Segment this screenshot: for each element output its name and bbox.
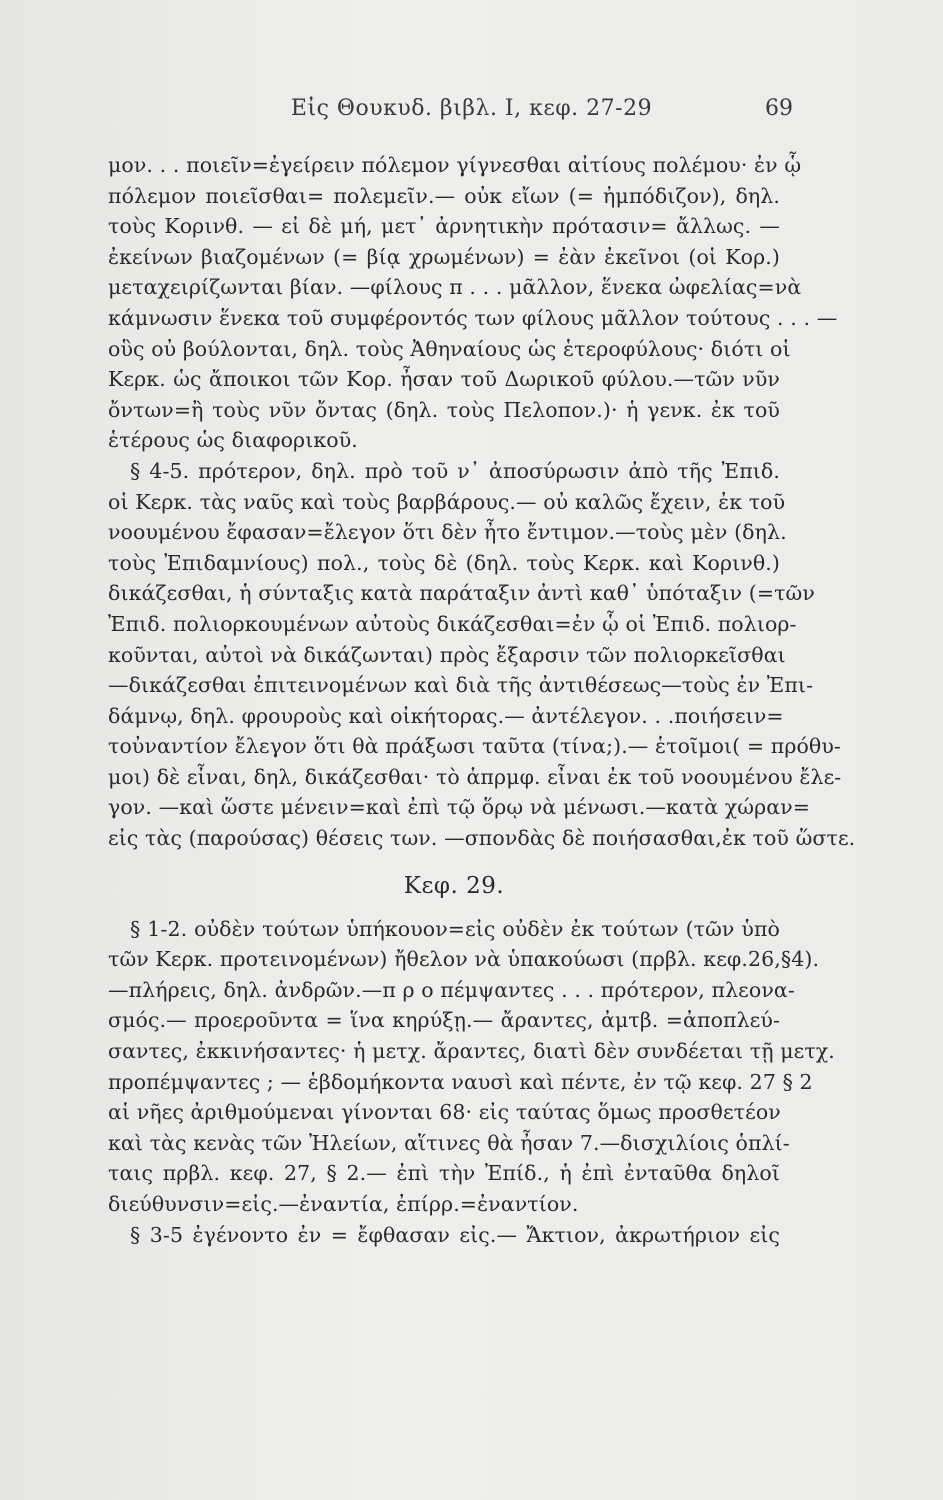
- text-line: κάμνωσιν ἕνεκα τοῦ συμφέροντός των φίλους μᾶλλον τούτους . . . —: [108, 305, 838, 330]
- text-line: σαντες, ἐκκινήσαντες· ἡ μετχ. ἄραντες, διατὶ δὲν συνδέεται τῇ μετχ.: [108, 1039, 835, 1064]
- text-line: μεταχειρίζωνται βίαν. —φίλους π . . . μᾶλλον, ἕνεκα ὠφελίας=νὰ: [108, 275, 802, 300]
- text-line: Ἐπιδ. πολιορκουμένων αὐτοὺς δικάζεσθαι=ἐν ᾧ οἱ Ἐπιδ. πολιορ-: [108, 611, 797, 636]
- text-line: μοι) δὲ εἶναι, δηλ, δικάζεσθαι· τὸ ἀπρμφ. εἶναι ἐκ τοῦ νοουμένου ἔλε-: [108, 764, 842, 789]
- text-line: οἱ Κερκ. τὰς ναῦς καὶ τοὺς βαρβάρους.— οὐ καλῶς ἔχειν, ἐκ τοῦ: [108, 489, 786, 514]
- text-line: § 1-2. οὐδὲν τούτων ὑπήκουον=εἰς οὐδὲν ἐκ τούτων (τῶν ὑπὸ: [130, 916, 780, 941]
- text-line: τοὐναντίον ἔλεγον ὅτι θὰ πράξωσι ταῦτα (τίνα;).— ἑτοῖμοι( = πρόθυ-: [108, 734, 841, 759]
- text-line: μον. . . ποιεῖν=ἐγείρειν πόλεμον γίγνεσθαι αἰτίους πολέμου· ἐν ᾧ: [108, 153, 802, 177]
- text-line: διεύθυνσιν=εἰς.—ἐναντία, ἐπίρρ.=ἐναντίον.: [108, 1192, 579, 1216]
- paragraph-section-4-5: [108, 456, 856, 854]
- text-line: οὓς οὐ βούλονται, δηλ. τοὺς Ἀθηναίους ὡς ἑτεροφύλους· διότι οἱ: [108, 336, 791, 361]
- text-line: ἑτέρους ὡς διαφορικοῦ.: [108, 428, 358, 453]
- text-line: ταις πρβλ. κεφ. 27, § 2.— ἐπὶ τὴν Ἐπίδ., ἡ ἐπὶ ἐνταῦθα δηλοῖ: [108, 1161, 780, 1186]
- text-line: δάμνῳ, δηλ. φρουροὺς καὶ οἰκήτορας.— ἀντέλεγον. . .ποιήσειν=: [108, 703, 784, 728]
- commentary-text: [108, 150, 856, 1250]
- text-line: γον. —καὶ ὥστε μένειν=καὶ ἐπὶ τῷ ὅρῳ νὰ μένωσι.—κατὰ χώραν=: [108, 795, 811, 820]
- text-line: τῶν Κερκ. προτεινομένων) ἤθελον νὰ ὑπακούωσι (πρβλ. κεφ.26,§4).: [108, 947, 820, 972]
- text-line: ὄντων=ἢ τοὺς νῦν ὄντας (δηλ. τοὺς Πελοπον.)· ἡ γενκ. ἐκ τοῦ: [108, 397, 780, 422]
- text-line: αἱ νῆες ἀριθμούμεναι γίνονται 68· εἰς ταύτας ὅμως προσθετέον: [108, 1100, 781, 1125]
- text-line: δικάζεσθαι, ἡ σύνταξις κατὰ παράταξιν ἀντὶ καθ᾽ ὑπόταξιν (=τῶν: [108, 581, 815, 606]
- text-line: κοῦνται, αὐτοὶ νὰ δικάζωνται) πρὸς ἔξαρσιν τῶν πολιορκεῖσθαι: [108, 642, 786, 667]
- running-head: [0, 96, 943, 136]
- chapter-heading: Κεφ. 29.: [403, 872, 505, 899]
- text-line: τοὺς Κορινθ. — εἰ δὲ μή, μετ᾽ ἀρνητικὴν πρότασιν= ἄλλως. —: [108, 214, 780, 239]
- text-line: Κερκ. ὡς ἄποικοι τῶν Κορ. ἦσαν τοῦ Δωρικοῦ φύλου.—τῶν νῦν: [108, 367, 780, 392]
- text-line: προπέμψαντες ; — ἑβδομήκοντα ναυσὶ καὶ πέντε, ἐν τῷ κεφ. 27 § 2: [108, 1069, 813, 1094]
- text-line: —δικάζεσθαι ἐπιτεινομένων καὶ διὰ τῆς ἀντιθέσεως—τοὺς ἐν Ἐπι-: [108, 673, 814, 698]
- text-line: σμός.— προεροῦντα = ἵνα κηρύξῃ.— ἄραντες, ἀμτβ. =ἀποπλεύ-: [108, 1008, 780, 1033]
- text-line: § 3-5 ἐγένοντο ἐν = ἔφθασαν εἰς.— Ἄκτιον, ἀκρωτήριον εἰς: [130, 1222, 780, 1247]
- text-line: —πλήρεις, δηλ. ἀνδρῶν.—π ρ ο πέμψαντες . . . πρότερον, πλεονα-: [108, 977, 795, 1002]
- text-line: καὶ τὰς κενὰς τῶν Ἠλείων, αἵτινες θὰ ἦσαν 7.—δισχιλίοις ὁπλί-: [108, 1130, 790, 1155]
- paragraph-chapter-29: [108, 914, 835, 1251]
- running-title: Εἰς Θουκυδ. βιβλ. Ι, κεφ. 27-29: [290, 96, 653, 121]
- text-line: νοουμένου ἔφασαν=ἔλεγον ὅτι δὲν ἦτο ἔντιμον.—τοὺς μὲν (δηλ.: [108, 520, 787, 545]
- text-line: πόλεμον ποιεῖσθαι= πολεμεῖν.— οὐκ εἴων (= ἠμπόδιζον), δηλ.: [108, 183, 780, 208]
- text-line: εἰς τὰς (παρούσας) θέσεις των. —σπονδὰς δὲ ποιήσασθαι,ἐκ τοῦ ὥστε.: [108, 826, 856, 851]
- paragraph-continuation: [108, 150, 838, 456]
- page-number: 69: [765, 96, 793, 121]
- text-line: § 4-5. πρότερον, δηλ. πρὸ τοῦ ν᾽ ἀποσύρωσιν ἀπὸ τῆς Ἐπιδ.: [130, 458, 780, 483]
- text-line: ἐκείνων βιαζομένων (= βίᾳ χρωμένων) = ἐὰν ἐκεῖνοι (οἱ Κορ.): [108, 244, 780, 269]
- text-line: τοὺς Ἐπιδαμνίους) πολ., τοὺς δὲ (δηλ. τοὺς Κερκ. καὶ Κορινθ.): [108, 550, 780, 575]
